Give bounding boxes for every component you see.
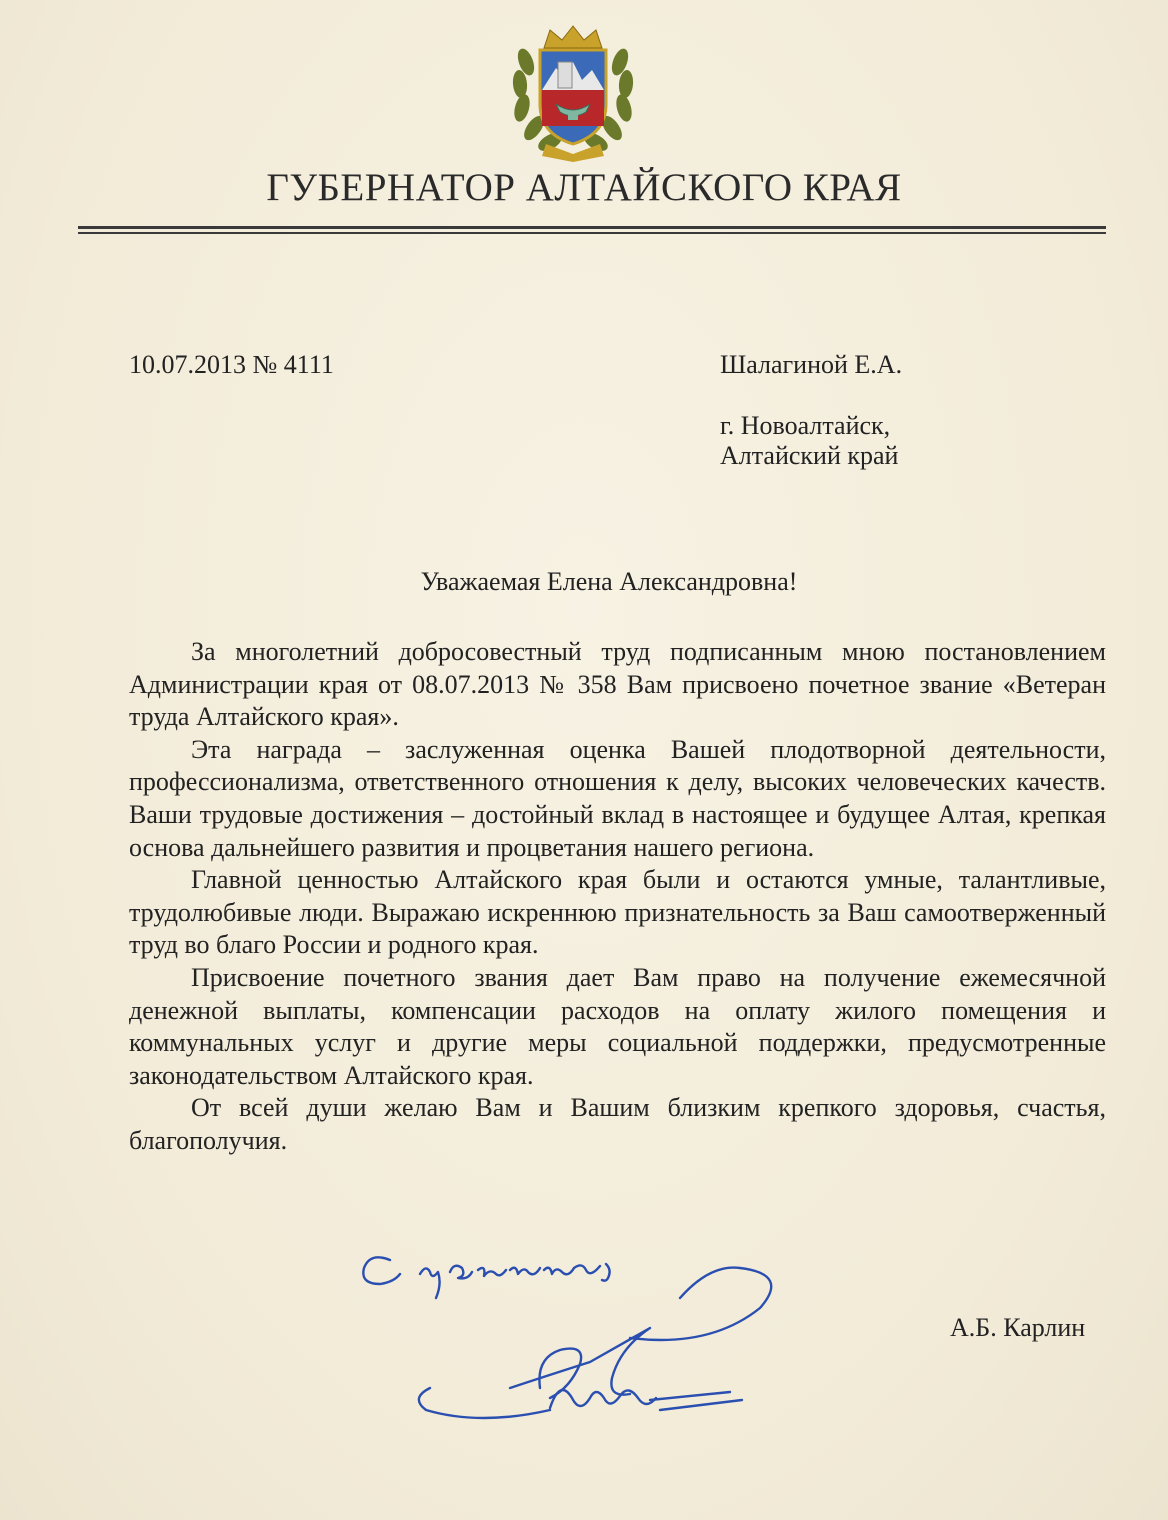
coat-of-arms-icon <box>506 22 640 162</box>
org-title: ГУБЕРНАТОР АЛТАЙСКОГО КРАЯ <box>266 166 902 209</box>
address-line: г. Новоалтайск, <box>720 411 891 440</box>
recipient-name: Шалагиной Е.А. <box>720 350 903 379</box>
header-rule-thin <box>78 232 1106 234</box>
header-rule-thick <box>78 226 1106 229</box>
paragraph: От всей души желаю Вам и Вашим близким крепкого здоровья, счастья, благополучия. <box>129 1093 1106 1155</box>
date-and-number: 10.07.2013 № 4111 <box>129 350 334 379</box>
greeting: Уважаемая Елена Александровна! <box>420 567 798 596</box>
paragraph: Присвоение почетного звания дает Вам право на получение ежемесячной денежной выплаты, компенсации расходов на оплату жилого помещения и коммунальных услуг и другие меры социальной поддержки, предусмотренные законодательством Алтайского края. <box>129 962 1106 1090</box>
address-line: Алтайский край <box>720 441 899 470</box>
signer-name: А.Б. Карлин <box>950 1313 1086 1342</box>
letter-body <box>129 636 1106 1158</box>
paragraph: Главной ценностью Алтайского края были и остаются умные, талантливые, трудолюбивые люди. Выражаю искреннюю признательность за Ваш самоотверженный труд во благо России и родного края. <box>129 865 1106 960</box>
paragraph: За многолетний добросовестный труд подписанным мною постановлением Администрации края от 08.07.2013 № 358 Вам присвоено почетное звание «Ветеран труда Алтайского края». <box>129 637 1106 732</box>
handwritten-signature <box>350 1238 810 1438</box>
paragraph: Эта награда – заслуженная оценка Вашей плодотворной деятельности, профессионализма, ответственного отношения к делу, высоких человеческих качеств. Ваши трудовые достижения – достойный вклад в настоящее и будущее Алтая, крепкая основа дальнейшего развития и процветания нашего региона. <box>129 734 1106 862</box>
recipient-address <box>720 411 898 471</box>
